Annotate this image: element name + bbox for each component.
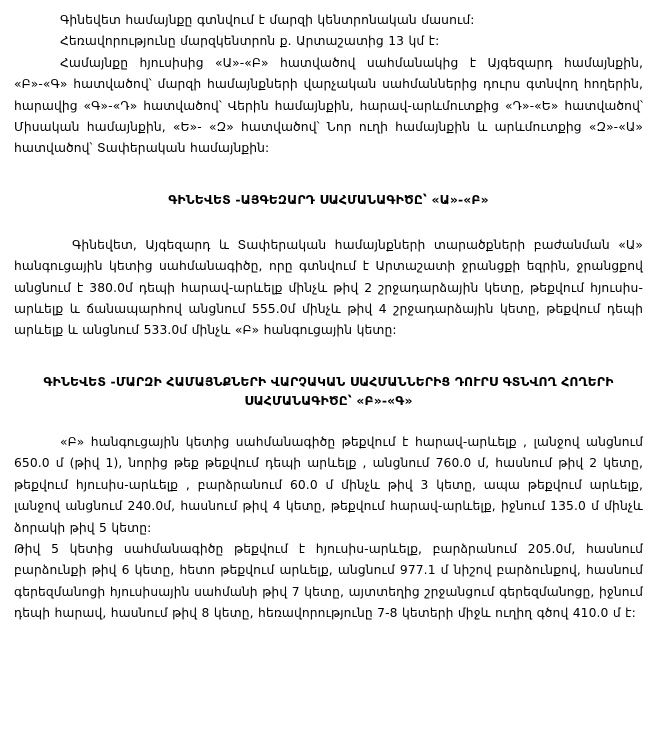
intro-paragraph: Համայնքը հյուսիսից «Ա»-«Բ» հատվածով սահմանակից է Այգեզարդ համայնքին, «Բ»-«Գ» հատվածով՝ մարզի համայնքների վարչական սահմաններից դուրս գտնվող հողերին, հարավից «Գ»-«Դ» հատվածով՝ Վերին համայնքին, հարավ-արևմուտքից «Դ»-«Ե» հատվածով՝ Միսական համայնքին, «Ե»- «Զ» հատվածով՝ Նոր ուղի համայնքին և արևմուտքից «Զ»-«Ա» հատվածով՝ Տափերական համայնքին: (14, 55, 643, 156)
section1-body: Գինեվետ, Այգեզարդ և Տափերական համայնքների տարածքների բաժանման «Ա» հանգուցային կետից սահմանագիծը, որը գտնվում է Արտաշատի ջրանցքի եզրին, ջրանցքով անցնում է 380.0մ դեպի հարավ-արևելք մինչև թիվ 2 շրջադարձային կետը, թեքվում հյուսիս-արևելք և ճանապարհով անցնում 555.0մ մինչև թիվ 4 շրջադարձային կետը, թեքվում դեպի արևելք և անցնում 533.0մ մինչև «Բ» հանգուցային կետը: (14, 237, 643, 338)
section2-paragraph-2: Թիվ 5 կետից սահմանագիծը թեքվում է հյուսիս-արևելք, բարձրանում 205.0մ, հասնում բարձունքի թիվ 6 կետը, հետո թեքվում արևելք, անցնում 977.1 մ նիշով բարձունքով, հասնում գերեզմանոցի հյուսիսային սահմանի թիվ 7 կետը, այտտեղից շրջանցում գերեզմանոցը, իջնում դեպի հարավ, հասնում թիվ 8 կետը, հեռավորությունը 7-8 կետերի միջև ուղիղ գծով 410.0 մ է: (14, 541, 643, 621)
spacer-after-section2-heading (14, 410, 643, 432)
spacer-before-section2-heading (14, 342, 643, 372)
intro-line-1: Գինեվետ համայնքը գտնվում է մարզի կենտրոնական մասում: (60, 13, 475, 27)
section2-heading-line-2: ՍԱՀՄԱՆԱԳԻԾԸ՝ «Բ»-«Գ» (244, 392, 413, 408)
spacer-before-section1-heading (14, 160, 643, 190)
intro-line-2: Հեռավորությունը մարզկենտրոն ք. Արտաշատից 13 կմ է: (60, 34, 440, 49)
spacer-after-section1-heading (14, 209, 643, 235)
section2-paragraph-1: «Բ» հանգուցային կետից սահմանագիծը թեքվում է հարավ-արևելք , լանջով անցնում 650.0 մ (թիվ 1), նորից թեք թեքվում դեպի արևելք , անցնում 760.0 մ, հասնում թիվ 2 կետը, թեքվում հյուսիս-արևելք , բարձրանում 60.0 մ մինչև թիվ 3 կետը, ապա թեքվում արևելք, լանջով անցնում 240.0մ, հասնում թիվ 4 կետը, թեքվում հարավ-արևելք, իջնում 135.0 մ մինչև ձորակի թիվ 5 կետը: (14, 434, 643, 535)
section1-heading: ԳԻՆԵՎԵՏ -ԱՅԳԵԶԱՐԴ ՍԱՀՄԱՆԱԳԻԾԸ՝ «Ա»-«Բ» (168, 191, 489, 207)
section2-heading-line-1: ԳԻՆԵՎԵՏ -ՄԱՐԶԻ ՀԱՄԱՅՆՔՆԵՐԻ ՎԱՐՉԱԿԱՆ ՍԱՀՄԱՆՆԵՐԻՑ ԴՈՒՐՍ ԳՏՆՎՈՂ ՀՈՂԵՐԻ (43, 373, 614, 389)
